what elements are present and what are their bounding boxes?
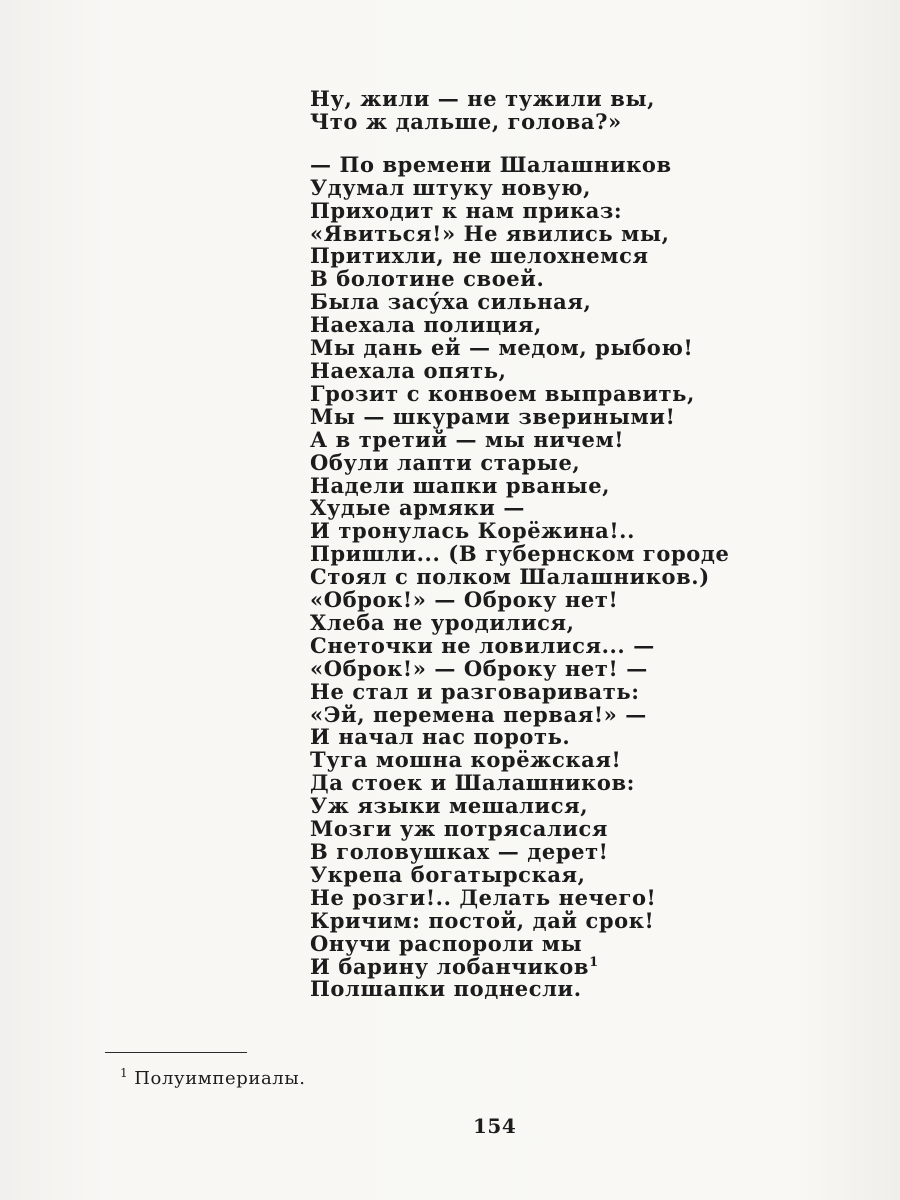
poem-line: В болотине своей. xyxy=(310,266,545,292)
poem-line: Притихли, не шелохнемся xyxy=(310,243,649,269)
poem-line: Туга мошна корёжская! xyxy=(310,747,622,773)
poem-line: Надели шапки рваные, xyxy=(310,472,611,498)
poem-line: Мы дань ей — медом, рыбою! xyxy=(310,335,694,361)
footnote-number: 1 xyxy=(120,1066,129,1080)
page-number: 154 xyxy=(473,1114,517,1138)
poem-line: Пришли... (В губернском городе xyxy=(310,541,730,567)
poem-line: Хлеба не уродилися, xyxy=(310,609,575,635)
poem-line: А в третий — мы ничем! xyxy=(310,426,625,452)
poem-line: Обули лапти старые, xyxy=(310,449,581,475)
poem-line: Онучи распороли мы xyxy=(310,930,583,956)
footnote-reference: 1 xyxy=(589,954,599,970)
poem-line: Стоял с полком Шалашников.) xyxy=(310,564,710,590)
poem-line: Уж языки мешалися, xyxy=(310,793,589,819)
poem-line: «Оброк!» — Оброку нет! xyxy=(310,587,619,613)
poem-line: Кричим: постой, дай срок! xyxy=(310,907,655,933)
poem-line-with-footnote xyxy=(310,953,870,979)
poem-line: И начал нас пороть. xyxy=(310,724,571,750)
poem-line: Полшапки поднесли. xyxy=(310,976,582,1002)
poem-line: Снеточки не ловилися... — xyxy=(310,632,655,658)
poem-text xyxy=(310,88,870,1001)
poem-line: Укрепа богатырская, xyxy=(310,861,586,887)
poem-line: «Оброк!» — Оброку нет! — xyxy=(310,655,648,681)
poem-line: В головушках — дерет! xyxy=(310,839,609,864)
footnote-text: Полуимпериалы. xyxy=(134,1068,306,1089)
poem-line: «Эй, перемена первая!» — xyxy=(310,701,647,727)
poem-line: Грозит с конвоем выправить, xyxy=(310,380,695,406)
poem-line: Не розги!.. Делать нечего! xyxy=(310,884,657,910)
stanza-2 xyxy=(310,151,870,1002)
poem-line: Худые армяки — xyxy=(310,495,525,521)
poem-line: И тронулась Корёжина!.. xyxy=(310,518,635,544)
poem-line: Наехала опять, xyxy=(310,357,507,383)
stanza-1 xyxy=(310,88,870,134)
footnote-divider xyxy=(105,1052,247,1053)
poem-line: Ну, жили — не тужили вы, xyxy=(310,86,656,111)
poem-line: — По времени Шалашников xyxy=(310,151,672,177)
poem-line: «Явиться!» Не явились мы, xyxy=(310,220,670,246)
poem-line: Приходит к нам приказ: xyxy=(310,197,623,223)
poem-line: Что ж дальше, голова?» xyxy=(310,108,622,134)
poem-line: Мы — шкурами звериными! xyxy=(310,403,676,429)
poem-line: Да стоек и Шалашников: xyxy=(310,770,636,796)
footnote xyxy=(120,1068,306,1089)
poem-line: Была засýха сильная, xyxy=(310,289,592,315)
poem-line: Не стал и разговаривать: xyxy=(310,678,640,704)
poem-line: Удумал штуку новую, xyxy=(310,174,592,200)
poem-line: Мозги уж потрясалися xyxy=(310,816,609,842)
poem-line-text: И барину лобанчиков xyxy=(310,953,590,979)
poem-line: Наехала полиция, xyxy=(310,312,542,338)
